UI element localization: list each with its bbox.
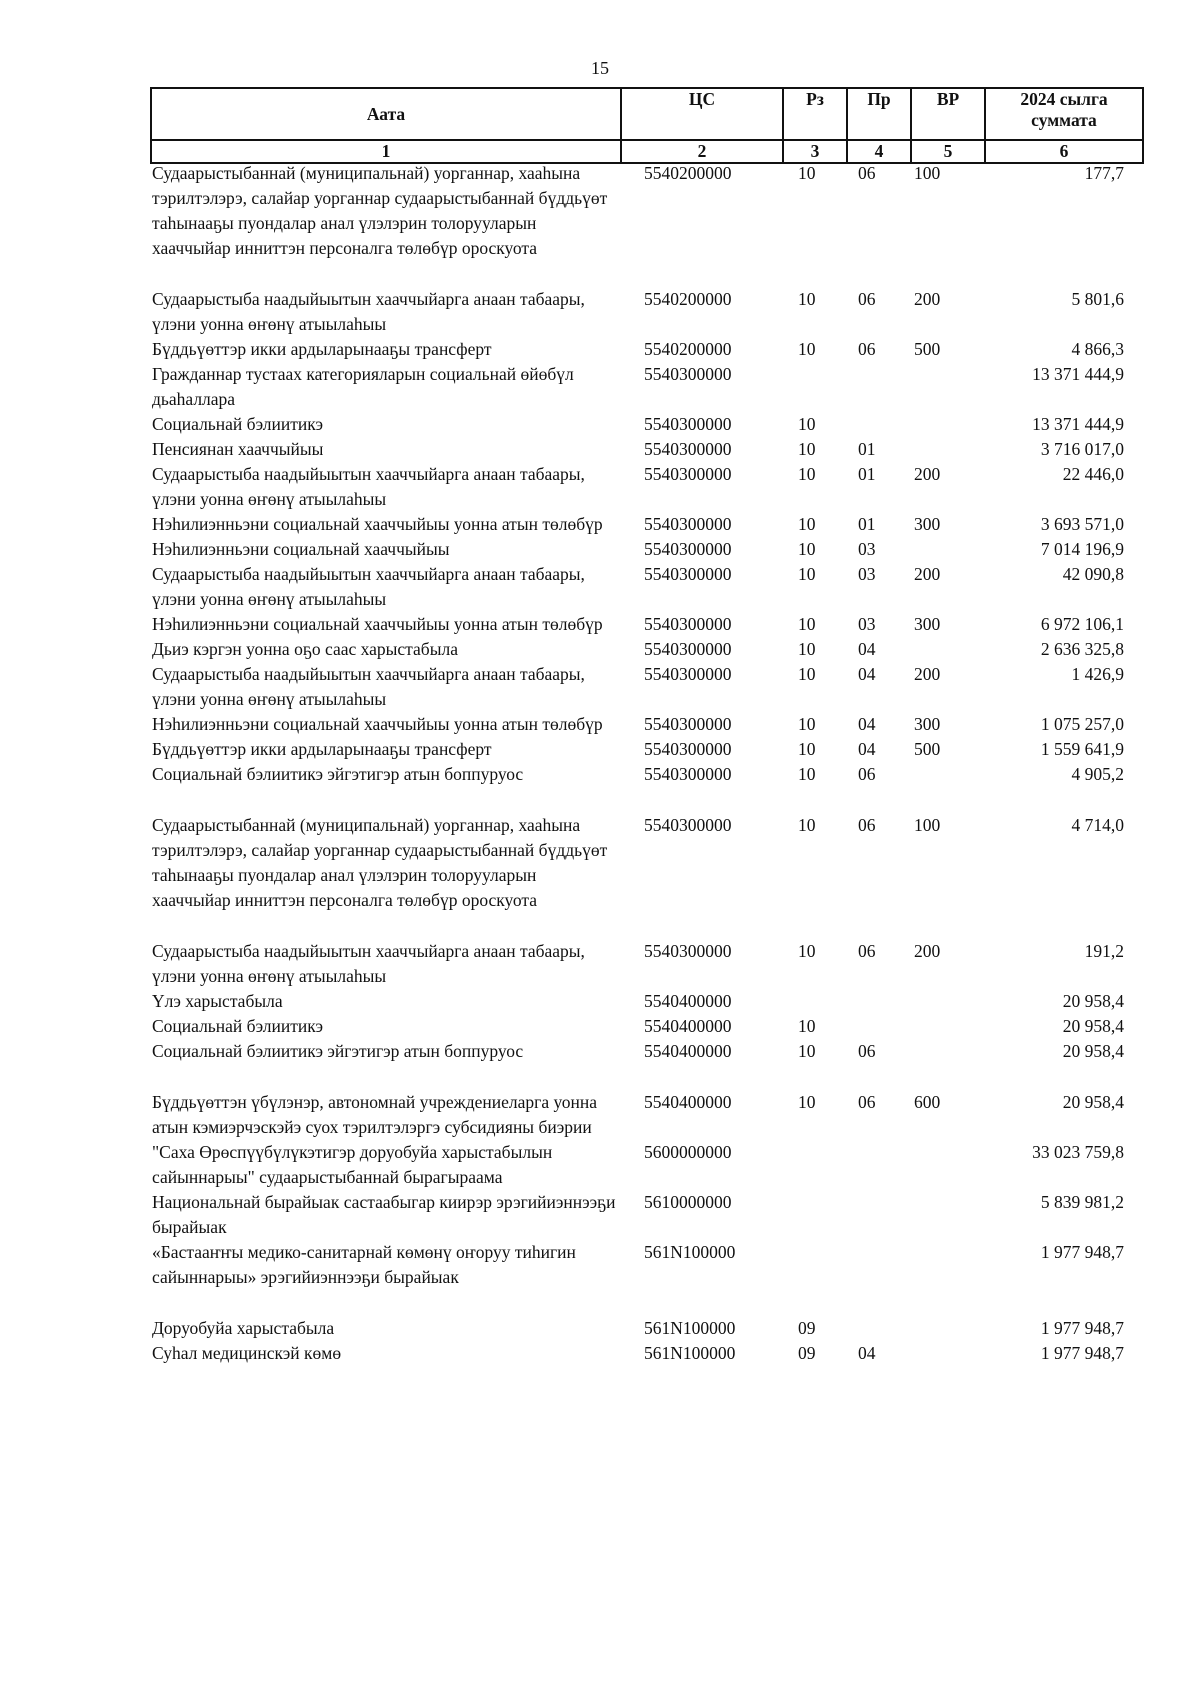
table-row [150, 1014, 1130, 1039]
table-row [150, 737, 1130, 762]
row-cs: 5540400000 [644, 1016, 732, 1036]
row-sum: 42 090,8 [1062, 564, 1124, 584]
header-num-6: 6 [985, 140, 1143, 163]
row-sum: 13 371 444,9 [1032, 364, 1124, 384]
row-name: Дьиэ кэргэн уонна оҕо саас харыстабыла [152, 639, 458, 659]
row-pr [840, 1140, 902, 1190]
row-vr [902, 1140, 974, 1190]
row-cs: 5540300000 [644, 614, 732, 634]
row-vr [902, 412, 974, 437]
row-name: Социальнай бэлиитикэ эйгэтигэр атын боппуруос [152, 1041, 524, 1061]
row-sum: 191,2 [1084, 941, 1124, 961]
table-row [150, 712, 1130, 737]
row-pr: 06 [858, 339, 876, 359]
row-vr: 200 [914, 464, 941, 484]
row-sum: 1 977 948,7 [1040, 1242, 1124, 1262]
table-row [150, 1190, 1130, 1240]
row-rz: 10 [798, 339, 816, 359]
row-sum: 20 958,4 [1062, 1041, 1124, 1061]
row-cs: 5610000000 [644, 1192, 732, 1212]
row-pr: 03 [858, 564, 876, 584]
row-cs: 5540300000 [644, 414, 732, 434]
row-rz: 10 [798, 514, 816, 534]
table-row [150, 1140, 1130, 1190]
row-pr: 06 [858, 1092, 876, 1112]
row-rz: 09 [798, 1318, 816, 1338]
row-sum: 20 958,4 [1062, 991, 1124, 1011]
row-pr: 04 [858, 1343, 876, 1363]
row-cs: 5540200000 [644, 289, 732, 309]
row-name: Үлэ харыстабыла [152, 991, 283, 1011]
row-sum: 5 801,6 [1071, 289, 1124, 309]
row-name: Нэһилиэнньэни социальнай хааччыйыы [152, 539, 450, 559]
row-rz: 10 [798, 289, 816, 309]
row-rz: 10 [798, 714, 816, 734]
table-row [150, 662, 1130, 712]
row-pr: 01 [858, 464, 876, 484]
row-cs: 5540400000 [644, 991, 732, 1011]
header-cs: ЦС [621, 88, 783, 140]
row-vr [902, 1341, 974, 1366]
row-name: Бүддьүөттэр икки ардыларынааҕы трансферт [152, 339, 492, 359]
row-vr [902, 1039, 974, 1064]
row-sum: 6 972 106,1 [1040, 614, 1124, 634]
row-rz: 10 [798, 163, 816, 183]
row-pr [840, 1240, 902, 1290]
table-row [150, 762, 1130, 787]
row-sum: 4 905,2 [1071, 764, 1124, 784]
row-sum: 1 075 257,0 [1040, 714, 1124, 734]
row-name: Социальнай бэлиитикэ [152, 414, 324, 434]
row-cs: 561N100000 [644, 1318, 736, 1338]
row-cs: 5540300000 [644, 464, 732, 484]
row-rz: 10 [798, 439, 816, 459]
row-pr [840, 1316, 902, 1341]
row-pr: 03 [858, 539, 876, 559]
table-header [150, 87, 1144, 164]
row-cs: 5540300000 [644, 714, 732, 734]
row-cs: 561N100000 [644, 1343, 736, 1363]
row-sum: 3 716 017,0 [1040, 439, 1124, 459]
row-pr: 04 [858, 739, 876, 759]
row-cs: 5540300000 [644, 539, 732, 559]
row-sum: 5 839 981,2 [1040, 1192, 1124, 1212]
row-name: Гражданнар тустаах категорияларын социальнай өйөбүл дьаһаллара [152, 364, 574, 409]
page-number: 15 [591, 58, 609, 78]
row-vr: 200 [914, 941, 941, 961]
row-pr: 06 [858, 1041, 876, 1061]
row-pr: 04 [858, 714, 876, 734]
header-rz: Рз [783, 88, 847, 140]
table-row [150, 1090, 1130, 1140]
row-sum: 7 014 196,9 [1040, 539, 1124, 559]
row-vr: 300 [914, 514, 941, 534]
row-sum: 22 446,0 [1062, 464, 1124, 484]
row-vr [902, 637, 974, 662]
row-sum: 20 958,4 [1062, 1092, 1124, 1112]
row-rz: 10 [798, 1016, 816, 1036]
row-rz: 10 [798, 1092, 816, 1112]
row-name: Бүддьүөттэн үбүлэнэр, автономнай учреждениеларга уонна атын кэмиэрчэскэйэ суох тэрилтэлэргэ субсидияны биэрии [152, 1092, 598, 1137]
row-vr [902, 437, 974, 462]
row-rz: 10 [798, 639, 816, 659]
row-rz: 09 [798, 1343, 816, 1363]
row-rz: 10 [798, 564, 816, 584]
row-name: Судаарыстыба наадыйыытын хааччыйарга анаан табаары, үлэни уонна өҥөнү атыылаһыы [152, 464, 585, 509]
row-vr: 500 [914, 339, 941, 359]
row-vr: 500 [914, 739, 941, 759]
row-pr [840, 412, 902, 437]
row-pr: 06 [858, 815, 876, 835]
row-name: Судаарыстыба наадыйыытын хааччыйарга анаан табаары, үлэни уонна өҥөнү атыылаһыы [152, 941, 585, 986]
row-name: Нэһилиэнньэни социальнай хааччыйыы уонна атын төлөбүр [152, 514, 603, 534]
table-row [150, 537, 1130, 562]
row-cs: 5600000000 [644, 1142, 732, 1162]
row-sum: 13 371 444,9 [1032, 414, 1124, 434]
header-num-3: 3 [783, 140, 847, 163]
row-rz: 10 [798, 1041, 816, 1061]
row-vr [902, 537, 974, 562]
row-pr: 06 [858, 163, 876, 183]
row-vr [902, 989, 974, 1014]
row-pr [840, 989, 902, 1014]
row-cs: 5540400000 [644, 1041, 732, 1061]
row-vr: 200 [914, 564, 941, 584]
row-name: Нэһилиэнньэни социальнай хааччыйыы уонна атын төлөбүр [152, 614, 603, 634]
table-row [150, 337, 1130, 362]
row-name: Суһал медицинскэй көмө [152, 1343, 342, 1363]
row-name: Пенсиянан хааччыйыы [152, 439, 324, 459]
row-sum: 4 866,3 [1071, 339, 1124, 359]
row-vr: 300 [914, 714, 941, 734]
row-vr [902, 362, 974, 412]
row-rz: 10 [798, 614, 816, 634]
row-cs: 5540200000 [644, 339, 732, 359]
row-sum: 1 559 641,9 [1040, 739, 1124, 759]
table-row [150, 1240, 1130, 1290]
row-rz [778, 989, 840, 1014]
table-row [150, 287, 1130, 337]
header-num-4: 4 [847, 140, 911, 163]
row-rz [778, 1240, 840, 1290]
row-vr: 600 [914, 1092, 941, 1112]
row-rz [778, 1190, 840, 1240]
table-row [150, 161, 1130, 261]
row-vr [902, 1014, 974, 1039]
row-vr: 100 [914, 815, 941, 835]
header-name: Аата [151, 88, 621, 140]
row-name: «Бастааҥҥы медико-санитарнай көмөнү оҥоруу тиһигин сайыннарыы» эрэгийиэннээҕи бырайыак [152, 1242, 576, 1287]
row-sum: 1 426,9 [1071, 664, 1124, 684]
row-rz: 10 [798, 414, 816, 434]
header-sum [985, 88, 1143, 140]
row-rz: 10 [798, 664, 816, 684]
row-name: Национальнай бырайыак састаабыгар киирэр эрэгийиэннээҕи бырайыак [152, 1192, 616, 1237]
row-cs: 5540300000 [644, 815, 732, 835]
table-row [150, 1316, 1130, 1341]
row-vr [902, 1240, 974, 1290]
row-pr: 01 [858, 439, 876, 459]
row-sum: 1 977 948,7 [1040, 1343, 1124, 1363]
row-name: Бүддьүөттэр икки ардыларынааҕы трансферт [152, 739, 492, 759]
table-row [150, 412, 1130, 437]
header-num-2: 2 [621, 140, 783, 163]
row-rz: 10 [798, 539, 816, 559]
header-num-1: 1 [151, 140, 621, 163]
row-cs: 5540200000 [644, 163, 732, 183]
row-pr: 06 [858, 941, 876, 961]
table-row [150, 512, 1130, 537]
row-vr [902, 1316, 974, 1341]
row-rz: 10 [798, 815, 816, 835]
header-vr: ВР [911, 88, 985, 140]
row-sum: 2 636 325,8 [1040, 639, 1124, 659]
row-rz: 10 [798, 464, 816, 484]
row-pr: 06 [858, 764, 876, 784]
row-name: Судаарыстыба наадыйыытын хааччыйарга анаан табаары, үлэни уонна өҥөнү атыылаһыы [152, 289, 585, 334]
row-rz: 10 [798, 941, 816, 961]
row-rz [778, 1140, 840, 1190]
table-body [150, 161, 1130, 1366]
row-rz: 10 [798, 764, 816, 784]
row-cs: 5540300000 [644, 941, 732, 961]
row-name: Доруобуйа харыстабыла [152, 1318, 335, 1338]
table-row [150, 437, 1130, 462]
row-name: Судаарыстыба наадыйыытын хааччыйарга анаан табаары, үлэни уонна өҥөнү атыылаһыы [152, 564, 585, 609]
row-name: "Саха Өрөспүүбүлүкэтигэр доруобуйа харыстабылын сайыннарыы" судаарыстыбаннай бырагыраама [152, 1142, 553, 1187]
row-cs: 5540300000 [644, 639, 732, 659]
row-cs: 5540300000 [644, 664, 732, 684]
row-name: Судаарыстыбаннай (муниципальнай) уорганнар, хааһына тэрилтэлэрэ, салайар уорганнар судаарыстыбаннай бүддьүөт таһынааҕы пуондалар анал үлэлэрин толорууларын хааччыйар инниттэн персоналга төлөбүр ороскуота [152, 163, 608, 258]
row-vr: 300 [914, 614, 941, 634]
row-cs: 5540300000 [644, 514, 732, 534]
row-name: Социальнай бэлиитикэ [152, 1016, 324, 1036]
row-name: Судаарыстыба наадыйыытын хааччыйарга анаан табаары, үлэни уонна өҥөнү атыылаһыы [152, 664, 585, 709]
row-pr: 03 [858, 614, 876, 634]
table-row [150, 1341, 1130, 1366]
row-name: Судаарыстыбаннай (муниципальнай) уорганнар, хааһына тэрилтэлэрэ, салайар уорганнар судаарыстыбаннай бүддьүөт таһынааҕы пуондалар анал үлэлэрин толорууларын хааччыйар инниттэн персоналга төлөбүр ороскуота [152, 815, 608, 910]
row-sum: 4 714,0 [1071, 815, 1124, 835]
row-pr [840, 1190, 902, 1240]
row-name: Нэһилиэнньэни социальнай хааччыйыы уонна атын төлөбүр [152, 714, 603, 734]
table-row [150, 989, 1130, 1014]
row-pr [840, 1014, 902, 1039]
table-row [150, 612, 1130, 637]
row-cs: 561N100000 [644, 1242, 736, 1262]
row-cs: 5540300000 [644, 739, 732, 759]
row-pr: 04 [858, 664, 876, 684]
table-row [150, 362, 1130, 412]
row-sum: 20 958,4 [1062, 1016, 1124, 1036]
row-vr: 100 [914, 163, 941, 183]
header-num-5: 5 [911, 140, 985, 163]
row-pr [840, 362, 902, 412]
table-row [150, 1039, 1130, 1064]
table-row [150, 939, 1130, 989]
row-cs: 5540400000 [644, 1092, 732, 1112]
row-cs: 5540300000 [644, 439, 732, 459]
row-cs: 5540300000 [644, 364, 732, 384]
row-vr [902, 1190, 974, 1240]
row-vr [902, 762, 974, 787]
row-cs: 5540300000 [644, 764, 732, 784]
row-sum: 1 977 948,7 [1040, 1318, 1124, 1338]
table-row [150, 462, 1130, 512]
row-pr: 04 [858, 639, 876, 659]
row-sum: 177,7 [1084, 163, 1124, 183]
row-cs: 5540300000 [644, 564, 732, 584]
row-pr: 01 [858, 514, 876, 534]
table-row [150, 813, 1130, 913]
header-pr: Пр [847, 88, 911, 140]
row-vr: 200 [914, 289, 941, 309]
header-sum-line2: суммата [1031, 110, 1097, 130]
table-row [150, 562, 1130, 612]
row-rz [778, 362, 840, 412]
table-row [150, 637, 1130, 662]
row-vr: 200 [914, 664, 941, 684]
header-sum-line1: 2024 сылга [1020, 89, 1108, 109]
row-name: Социальнай бэлиитикэ эйгэтигэр атын боппуруос [152, 764, 524, 784]
row-pr: 06 [858, 289, 876, 309]
row-sum: 33 023 759,8 [1032, 1142, 1124, 1162]
row-rz: 10 [798, 739, 816, 759]
row-sum: 3 693 571,0 [1040, 514, 1124, 534]
